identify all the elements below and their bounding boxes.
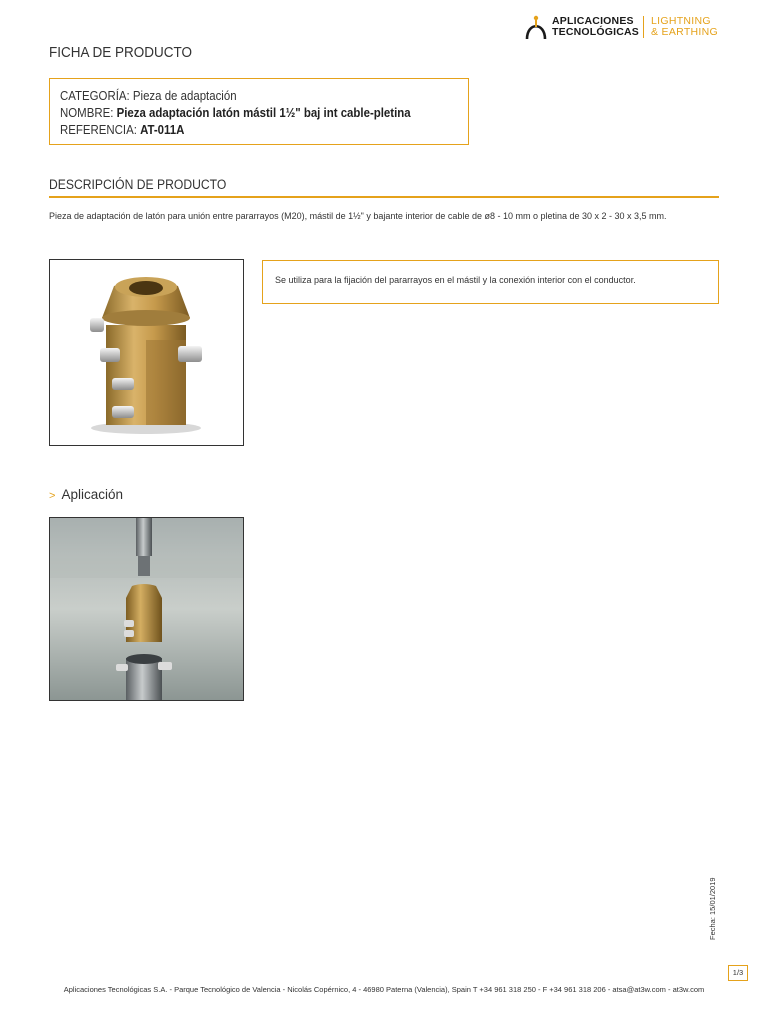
application-image — [49, 517, 244, 701]
category-row — [60, 88, 237, 103]
logo-tag-line1: LIGHTNING — [651, 15, 711, 27]
usage-text: Se utiliza para la fijación del pararrayos en el mástil y la conexión interior con el conductor. — [275, 275, 636, 285]
logo-tag-line2: & EARTHING — [651, 26, 718, 38]
logo-brand-line1: APLICACIONES — [552, 15, 634, 27]
product-info-box — [49, 78, 469, 145]
reference-value: AT-011A — [140, 122, 185, 137]
application-heading — [49, 487, 123, 502]
logo-arc-icon — [524, 14, 548, 40]
name-row — [60, 105, 411, 120]
category-value: Pieza de adaptación — [132, 88, 237, 103]
chevron-right-icon: > — [49, 490, 56, 502]
footer-contact: Aplicaciones Tecnológicas S.A. - Parque Tecnológico de Valencia - Nicolás Copérnico, 4 - 46980 Paterna (Valencia), Spain T +34 961 318 250 - F +34 961 318 206 - atsa@at3w.com - at3w.com — [63, 985, 705, 994]
name-label: NOMBRE: — [60, 105, 114, 120]
company-logo — [524, 12, 724, 42]
description-text: Pieza de adaptación de latón para unión entre pararrayos (M20), mástil de 1½" y bajante interior de cable de ø8 - 10 mm o pletina de 30 x 2 - 30 x 3,5 mm. — [49, 211, 667, 221]
name-value: Pieza adaptación latón mástil 1½" baj int cable-pletina — [116, 105, 411, 120]
usage-box — [262, 260, 719, 304]
logo-brand-line2: TECNOLÓGICAS — [552, 26, 639, 38]
reference-row — [60, 122, 184, 137]
page-number: 1/3 — [728, 965, 748, 981]
document-date: Fecha: 15/01/2019 — [708, 877, 717, 940]
application-title: Aplicación — [61, 487, 123, 502]
description-title: DESCRIPCIÓN DE PRODUCTO — [49, 177, 227, 192]
logo-brand — [552, 16, 639, 38]
page-title: FICHA DE PRODUCTO — [49, 44, 193, 61]
category-label: CATEGORÍA: — [60, 88, 130, 103]
logo-tagline — [651, 16, 718, 38]
product-image — [49, 259, 244, 446]
reference-label: REFERENCIA: — [60, 122, 137, 137]
section-divider — [49, 196, 719, 198]
logo-separator — [643, 16, 644, 38]
